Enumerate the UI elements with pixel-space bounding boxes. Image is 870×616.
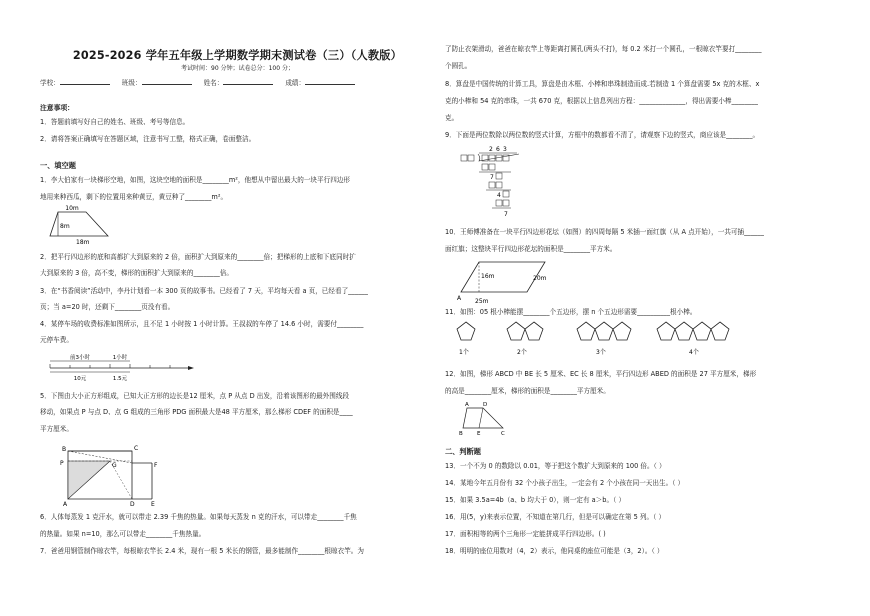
q1-line2: 地用来种西瓜，剩下的位置用来种黄豆，黄豆种了________m²。: [40, 193, 228, 201]
q13: 13．一个不为 0 的数除以 0.01，等于把这个数扩大到原来的 100 倍。（ ）: [445, 462, 666, 470]
q12-line1: 12．如图，梯形 ABCD 中 BE 长 5 厘米、EC 长 8 厘米，平行四边形 ABED 的面积是 27 平方厘米，梯形: [445, 370, 757, 378]
pentagon-chain-1: [457, 322, 475, 340]
q18: 18．明明的座位用数对（4，2）表示，他同桌的座位可能是（3，2）。（ ）: [445, 547, 664, 555]
notes-heading: 注意事项：: [40, 104, 74, 112]
parallelogram-height-label: 16m: [481, 273, 495, 280]
q12-trapezoid-figure: [459, 400, 519, 436]
trapezoid-shape: [50, 212, 108, 236]
q8-line1: 8．算盘是中国传统的计算工具，算盘是由木框、小棒和串珠制造而成.若制造 1 个算盘需要 5x 克的木框、x: [445, 80, 760, 88]
quotient-digit-2: 6: [496, 146, 500, 153]
q10-line2: 面红旗；这整块平行四边形花坛的面积是________平方米。: [445, 245, 617, 253]
label-B: B: [62, 446, 67, 453]
trapezoid-height-label: 8m: [60, 223, 70, 230]
division-row3: 7: [490, 174, 494, 181]
q9-long-division-figure: [459, 143, 539, 221]
q8-line2: 克的小棒和 54 克的串珠，一共 670 克，根据以上信息列出方程：______________，得出需要小棒________: [445, 97, 758, 105]
section-judge-heading: 二、判断题: [445, 447, 481, 456]
score-blank[interactable]: [305, 84, 355, 85]
fee-price2-label: 1.5元: [112, 376, 128, 382]
trapezoid-top-label: 10m: [65, 205, 79, 212]
q1-trapezoid-figure: [46, 206, 116, 246]
q4-line1: 4．某停车场的收费标准如图所示，且不足 1 小时按 1 小时计算。王叔叔的车停了 14.6 小时，需要付________: [40, 320, 364, 328]
pentagon-chain-2: [507, 322, 543, 340]
note-1: 1．答题前填写好自己的姓名、班级、考号等信息。: [40, 118, 190, 126]
q7-line2: 了防止衣架滑动，爸爸在晾衣竿上等距离打圆孔(两头不打)，每 0.2 米打一个圆孔，一根晾衣竿要打________: [445, 45, 762, 53]
q5-line3: 平方厘米。: [40, 425, 73, 433]
q5-line1: 5．下图由大小正方形组成，已知大正方形的边长是12 厘米，点 P 从点 D 出发，沿着该图形的最外围线段: [40, 392, 350, 400]
label-F: F: [154, 462, 158, 469]
label-C: C: [501, 431, 505, 437]
q6-line2: 的热量。如果 n=10，那么可以带走________千焦热量。: [40, 530, 206, 538]
q3-line1: 3．在“书香阅读”活动中，李丹计划看一本 300 页的故事书。已经看了 7 天，平均每天看 a 页，已经看了______: [40, 287, 368, 295]
note-2: 2．请将答案正确填写在答题区域，注意书写工整，格式正确，卷面整洁。: [40, 135, 256, 143]
label-D: D: [130, 501, 135, 508]
fee-price1-label: 10元: [73, 376, 87, 382]
q2-line1: 2．把平行四边形的底和高都扩大到原来的 2 倍，面积扩大到原来的________倍；把梯形的上底和下底同时扩: [40, 253, 356, 261]
label-G: G: [112, 462, 117, 469]
quotient-digit-1: 2: [489, 146, 493, 153]
school-blank[interactable]: [60, 84, 110, 85]
q5-squares-figure: [60, 441, 160, 507]
pentagon-caption-3: 3个: [596, 349, 606, 356]
parallelogram-vertex-label: A: [457, 295, 462, 302]
q2-line2: 大到原来的 3 倍，高不变，梯形的面积扩大到原来的________倍。: [40, 269, 234, 277]
pentagon-caption-2: 2个: [517, 349, 527, 356]
segment-de: [479, 408, 483, 428]
section-fill-heading: 一、填空题: [40, 161, 76, 170]
division-row5: 4: [497, 192, 501, 199]
pentagon-chain-3: [577, 322, 631, 340]
school-label: 学校：: [40, 79, 60, 87]
q14: 14．某地今年五月份有 32 个小孩子出生，一定会有 2 个小孩在同一天出生。（ ）: [445, 479, 685, 487]
division-remainder: 7: [504, 211, 508, 218]
q15: 15．如果 3.5a=4b（a、b 均大于 0），则一定有 a＞b。（ ）: [445, 496, 626, 504]
q11-pentagon-figure: [455, 320, 755, 358]
fee-seg1-label: 前3小时: [70, 355, 90, 361]
quotient-digit-3: 3: [503, 146, 507, 153]
q6-line1: 6．人体每蒸发 1 克汗水，就可以带走 2.39 千焦的热量。如果每天蒸发 n 克的汗水，可以带走________千焦: [40, 513, 357, 521]
label-A: A: [465, 402, 469, 408]
q10-line1: 10．王师傅准备在一块平行四边形花坛（如图）的四周每隔 5 米插一面红旗（从 A 点开始），一共可插______: [445, 228, 764, 236]
label-E: E: [477, 431, 481, 437]
shaded-triangle: [68, 461, 110, 499]
q4-parking-fee-figure: [48, 352, 198, 384]
q1-line1: 1．李大伯家有一块梯形空地，如图，这块空地的面积是________m²，他想从中留出最大的一块平行四边形: [40, 176, 350, 184]
parallelogram-base-label: 25m: [475, 298, 489, 305]
q4-line2: 元停车费。: [40, 336, 73, 344]
q9-line1: 9．下面是两位数除以两位数的竖式计算，方框中的数都看不清了，请观察下边的竖式，商应该是________。: [445, 131, 760, 139]
label-A: A: [63, 501, 68, 508]
label-C: C: [134, 445, 139, 452]
label-E: E: [151, 501, 155, 508]
name-label: 姓名：: [203, 79, 224, 87]
pentagon-chain-4: [657, 322, 729, 340]
q3-line2: 页；当 a=20 时，还剩下________页没有看。: [40, 303, 175, 311]
pentagon-caption-4: 4个: [689, 349, 699, 356]
trapezoid-bottom-label: 18m: [76, 239, 90, 246]
q12-line2: 的高是________厘米，梯形的面积是________平方厘米。: [445, 387, 610, 395]
q17: 17．面积相等的两个三角形一定能拼成平行四边形。( ): [445, 530, 606, 538]
q10-parallelogram-figure: [455, 258, 565, 306]
pentagon-caption-1: 1个: [459, 349, 469, 356]
label-B: B: [459, 431, 463, 437]
label-P: P: [60, 460, 64, 467]
q16: 16．用(5，y)来表示位置，不知道在第几行，但是可以确定在第 5 列。（ ）: [445, 513, 666, 521]
class-blank[interactable]: [142, 84, 192, 85]
q5-line2: 移动，如果点 P 与点 D、点 G 组成的三角形 PDG 面积最大是48 平方厘米，那么梯形 CDEF 的面积是____: [40, 408, 353, 416]
fee-seg2-label: 1小时: [112, 355, 128, 361]
name-blank[interactable]: [223, 84, 273, 85]
student-info-row: [40, 79, 355, 88]
label-D: D: [483, 402, 488, 408]
q11-line1: 11．如图：05 根小棒能摆________个五边形，摆 n 个五边形需要__________根小棒。: [445, 308, 697, 316]
trapezoid-abcd: [463, 408, 503, 428]
q7-line1: 7．爸爸用钢管制作晾衣竿，每根晾衣竿长 2.4 米，现有一根 5 米长的钢管，最多能制作________根晾衣竿。为: [40, 547, 364, 555]
exam-info: 考试时间：90 分钟；试卷总分：100 分；: [181, 65, 294, 72]
exam-title: 2025-2026 学年五年级上学期数学期末测试卷（三）（人教版）: [72, 49, 403, 62]
q8-line3: 克。: [445, 114, 459, 122]
class-label: 班级：: [121, 79, 142, 87]
parallelogram-side-label: 20m: [533, 275, 547, 282]
q7-line3: 个圆孔。: [445, 62, 472, 70]
score-label: 成绩：: [285, 79, 306, 87]
fee-axis-arrow: [188, 366, 194, 370]
